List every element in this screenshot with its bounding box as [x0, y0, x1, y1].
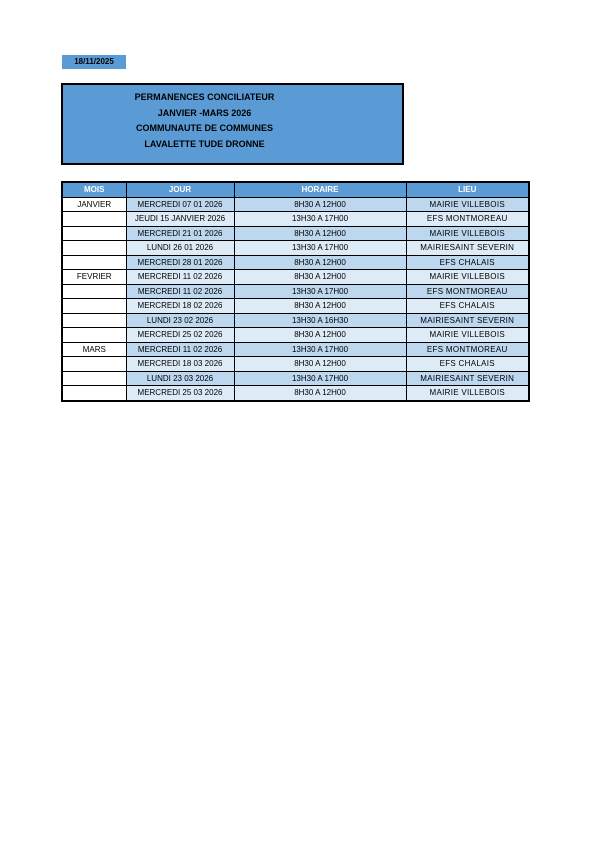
cell-jour: MERCREDI 07 01 2026: [126, 197, 234, 212]
cell-horaire: 13H30 A 17H00: [234, 284, 406, 299]
table-row: [62, 342, 529, 357]
schedule-table: [61, 181, 530, 402]
cell-horaire: 13H30 A 17H00: [234, 342, 406, 357]
table-row: [62, 270, 529, 285]
cell-horaire: 8H30 A 12H00: [234, 299, 406, 314]
header-jour: JOUR: [126, 182, 234, 197]
cell-horaire: 8H30 A 12H00: [234, 357, 406, 372]
cell-horaire: 8H30 A 12H00: [234, 226, 406, 241]
cell-lieu: EFS MONTMOREAU: [406, 212, 529, 227]
cell-mois: [62, 284, 126, 299]
table-row: [62, 255, 529, 270]
title-line-3: COMMUNAUTE DE COMMUNES: [136, 123, 273, 133]
cell-horaire: 13H30 A 17H00: [234, 212, 406, 227]
cell-mois: [62, 226, 126, 241]
cell-horaire: 13H30 A 17H00: [234, 241, 406, 256]
cell-mois: [62, 328, 126, 343]
cell-jour: LUNDI 26 01 2026: [126, 241, 234, 256]
cell-lieu: EFS CHALAIS: [406, 255, 529, 270]
cell-jour: MERCREDI 11 02 2026: [126, 284, 234, 299]
cell-jour: MERCREDI 21 01 2026: [126, 226, 234, 241]
table-row: [62, 284, 529, 299]
cell-jour: JEUDI 15 JANVIER 2026: [126, 212, 234, 227]
cell-mois: JANVIER: [62, 197, 126, 212]
cell-horaire: 8H30 A 12H00: [234, 328, 406, 343]
cell-mois: [62, 386, 126, 401]
cell-mois: [62, 357, 126, 372]
cell-mois: [62, 371, 126, 386]
title-line-1: PERMANENCES CONCILIATEUR: [134, 92, 275, 102]
cell-lieu: EFS CHALAIS: [406, 299, 529, 314]
cell-jour: MERCREDI 25 03 2026: [126, 386, 234, 401]
title-line-4: LAVALETTE TUDE DRONNE: [144, 138, 265, 149]
cell-mois: [62, 299, 126, 314]
table-row: [62, 197, 529, 212]
cell-horaire: 8H30 A 12H00: [234, 270, 406, 285]
table-row: [62, 357, 529, 372]
cell-lieu: MAIRIESAINT SEVERIN: [406, 371, 529, 386]
cell-lieu: MAIRIE VILLEBOIS: [406, 328, 529, 343]
table-row: [62, 313, 529, 328]
cell-horaire: 13H30 A 16H30: [234, 313, 406, 328]
cell-jour: MERCREDI 11 02 2026: [126, 342, 234, 357]
table-row: [62, 371, 529, 386]
cell-lieu: EFS MONTMOREAU: [406, 284, 529, 299]
header-mois: MOIS: [62, 182, 126, 197]
cell-lieu: MAIRIESAINT SEVERIN: [406, 313, 529, 328]
cell-mois: [62, 255, 126, 270]
cell-lieu: MAIRIE VILLEBOIS: [406, 226, 529, 241]
cell-mois: [62, 313, 126, 328]
cell-horaire: 8H30 A 12H00: [234, 255, 406, 270]
cell-jour: MERCREDI 28 01 2026: [126, 255, 234, 270]
table-row: [62, 328, 529, 343]
table-header-row: [62, 182, 529, 197]
cell-mois: [62, 212, 126, 227]
table-row: [62, 212, 529, 227]
cell-horaire: 8H30 A 12H00: [234, 386, 406, 401]
cell-jour: MERCREDI 18 02 2026: [126, 299, 234, 314]
cell-lieu: MAIRIE VILLEBOIS: [406, 270, 529, 285]
title-box: [61, 83, 404, 165]
cell-jour: MERCREDI 11 02 2026: [126, 270, 234, 285]
header-lieu: LIEU: [406, 182, 529, 197]
cell-jour: LUNDI 23 02 2026: [126, 313, 234, 328]
cell-mois: [62, 241, 126, 256]
cell-horaire: 8H30 A 12H00: [234, 197, 406, 212]
cell-lieu: EFS CHALAIS: [406, 357, 529, 372]
header-horaire: HORAIRE: [234, 182, 406, 197]
table-row: [62, 299, 529, 314]
date-badge: 18/11/2025: [62, 55, 126, 69]
cell-jour: MERCREDI 18 03 2026: [126, 357, 234, 372]
cell-jour: MERCREDI 25 02 2026: [126, 328, 234, 343]
cell-lieu: MAIRIE VILLEBOIS: [406, 197, 529, 212]
cell-mois: MARS: [62, 342, 126, 357]
table-body: [62, 197, 529, 401]
table-row: [62, 241, 529, 256]
cell-lieu: EFS MONTMOREAU: [406, 342, 529, 357]
cell-mois: FEVRIER: [62, 270, 126, 285]
table-row: [62, 226, 529, 241]
cell-lieu: MAIRIESAINT SEVERIN: [406, 241, 529, 256]
cell-horaire: 13H30 A 17H00: [234, 371, 406, 386]
cell-jour: LUNDI 23 03 2026: [126, 371, 234, 386]
table-row: [62, 386, 529, 401]
title-line-2: JANVIER -MARS 2026: [157, 107, 252, 118]
cell-lieu: MAIRIE VILLEBOIS: [406, 386, 529, 401]
